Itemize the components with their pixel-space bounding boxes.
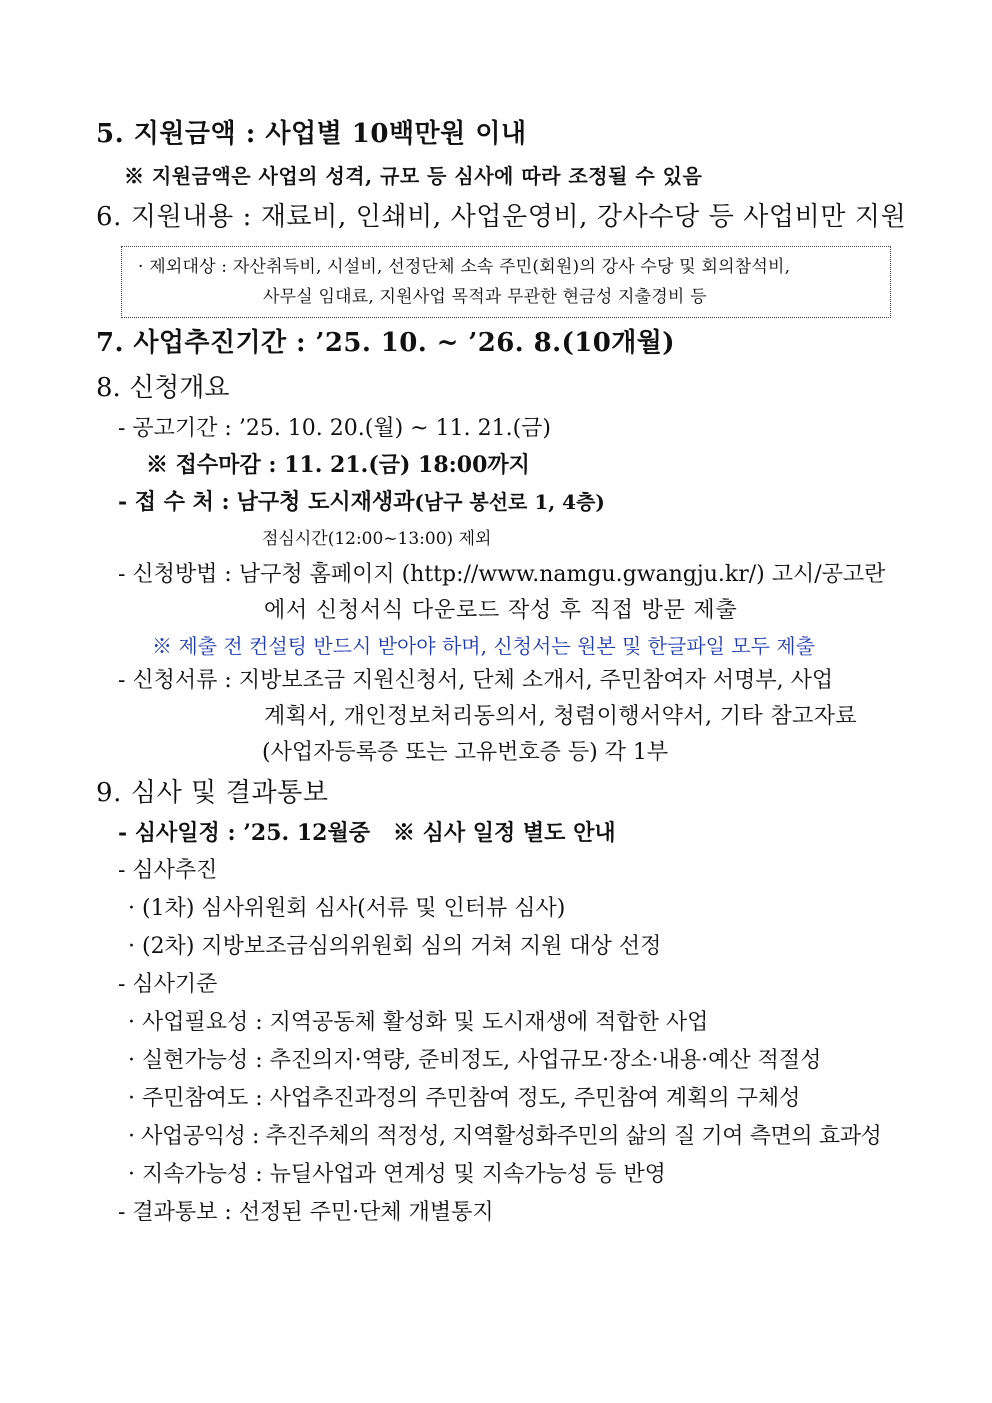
section-8-heading: 8. 신청개요 (96, 373, 230, 403)
criteria-public-benefit: · 사업공익성 : 추진주체의 적정성, 지역활성화주민의 삶의 질 기여 측면의 효과성 (128, 1124, 882, 1149)
application-method-line-2: 에서 신청서식 다운로드 작성 후 직접 방문 제출 (264, 598, 738, 623)
submission-place-label: - 접 수 처 : (118, 489, 230, 515)
section-5-note: ※ 지원금액은 사업의 성격, 규모 등 심사에 따라 조정될 수 있음 (124, 164, 703, 188)
section-7-heading: 7. 사업추진기간 : ’25. 10. ~ ’26. 8.(10개월) (96, 328, 675, 358)
review-process: - 심사추진 (118, 858, 218, 883)
criteria-feasibility: · 실현가능성 : 추진의지·역량, 준비정도, 사업규모·장소·내용·예산 적절성 (128, 1048, 822, 1073)
criteria-necessity: · 사업필요성 : 지역공동체 활성화 및 도시재생에 적합한 사업 (128, 1010, 709, 1035)
application-method-line-1: - 신청방법 : 남구청 홈페이지 (http://www.namgu.gwangju.kr/) 고시/공고란 (118, 562, 886, 587)
criteria-participation: · 주민참여도 : 사업추진과정의 주민참여 정도, 주민참여 계획의 구체성 (128, 1086, 801, 1111)
submission-place-value: 남구청 도시재생과 (236, 489, 415, 515)
review-process-1: · (1차) 심사위원회 심사(서류 및 인터뷰 심사) (128, 896, 566, 921)
review-process-2: · (2차) 지방보조금심의위원회 심의 거쳐 지원 대상 선정 (128, 934, 662, 959)
application-docs-line-2: 계획서, 개인정보처리동의서, 청렴이행서약서, 기타 참고자료 (264, 704, 858, 729)
submission-place-address: (남구 봉선로 1, 4층) (414, 490, 605, 514)
application-docs-line-3: (사업자등록증 또는 고유번호증 등) 각 1부 (262, 740, 669, 765)
section-6-heading: 6. 지원내용 : 재료비, 인쇄비, 사업운영비, 강사수당 등 사업비만 지원 (96, 202, 907, 232)
notice-period: - 공고기간 : ’25. 10. 20.(월) ~ 11. 21.(금) (118, 416, 551, 441)
submission-deadline: ※ 접수마감 : 11. 21.(금) 18:00까지 (146, 452, 530, 478)
consulting-note: ※ 제출 전 컨설팅 반드시 받아야 하며, 신청서는 원본 및 한글파일 모두 제출 (152, 634, 815, 658)
exclusion-box (121, 246, 891, 318)
review-schedule: - 심사일정 : ’25. 12월중 ※ 심사 일정 별도 안내 (118, 820, 616, 846)
lunch-note: 점심시간(12:00~13:00) 제외 (262, 529, 492, 549)
application-docs-line-1: - 신청서류 : 지방보조금 지원신청서, 단체 소개서, 주민참여자 서명부, 사업 (118, 668, 834, 693)
section-9-heading: 9. 심사 및 결과통보 (96, 778, 329, 808)
submission-place (118, 491, 605, 514)
section-5-heading: 5. 지원금액 : 사업별 10백만원 이내 (96, 119, 527, 149)
exclusion-line-1: · 제외대상 : 자산취득비, 시설비, 선정단체 소속 주민(회원)의 강사 수당 및 회의참석비, (138, 257, 791, 277)
criteria-sustainability: · 지속가능성 : 뉴딜사업과 연계성 및 지속가능성 등 반영 (128, 1162, 666, 1187)
exclusion-line-2: 사무실 임대료, 지원사업 목적과 무관한 현금성 지출경비 등 (263, 287, 707, 307)
review-criteria: - 심사기준 (118, 972, 218, 997)
result-notification: - 결과통보 : 선정된 주민·단체 개별통지 (118, 1200, 494, 1225)
